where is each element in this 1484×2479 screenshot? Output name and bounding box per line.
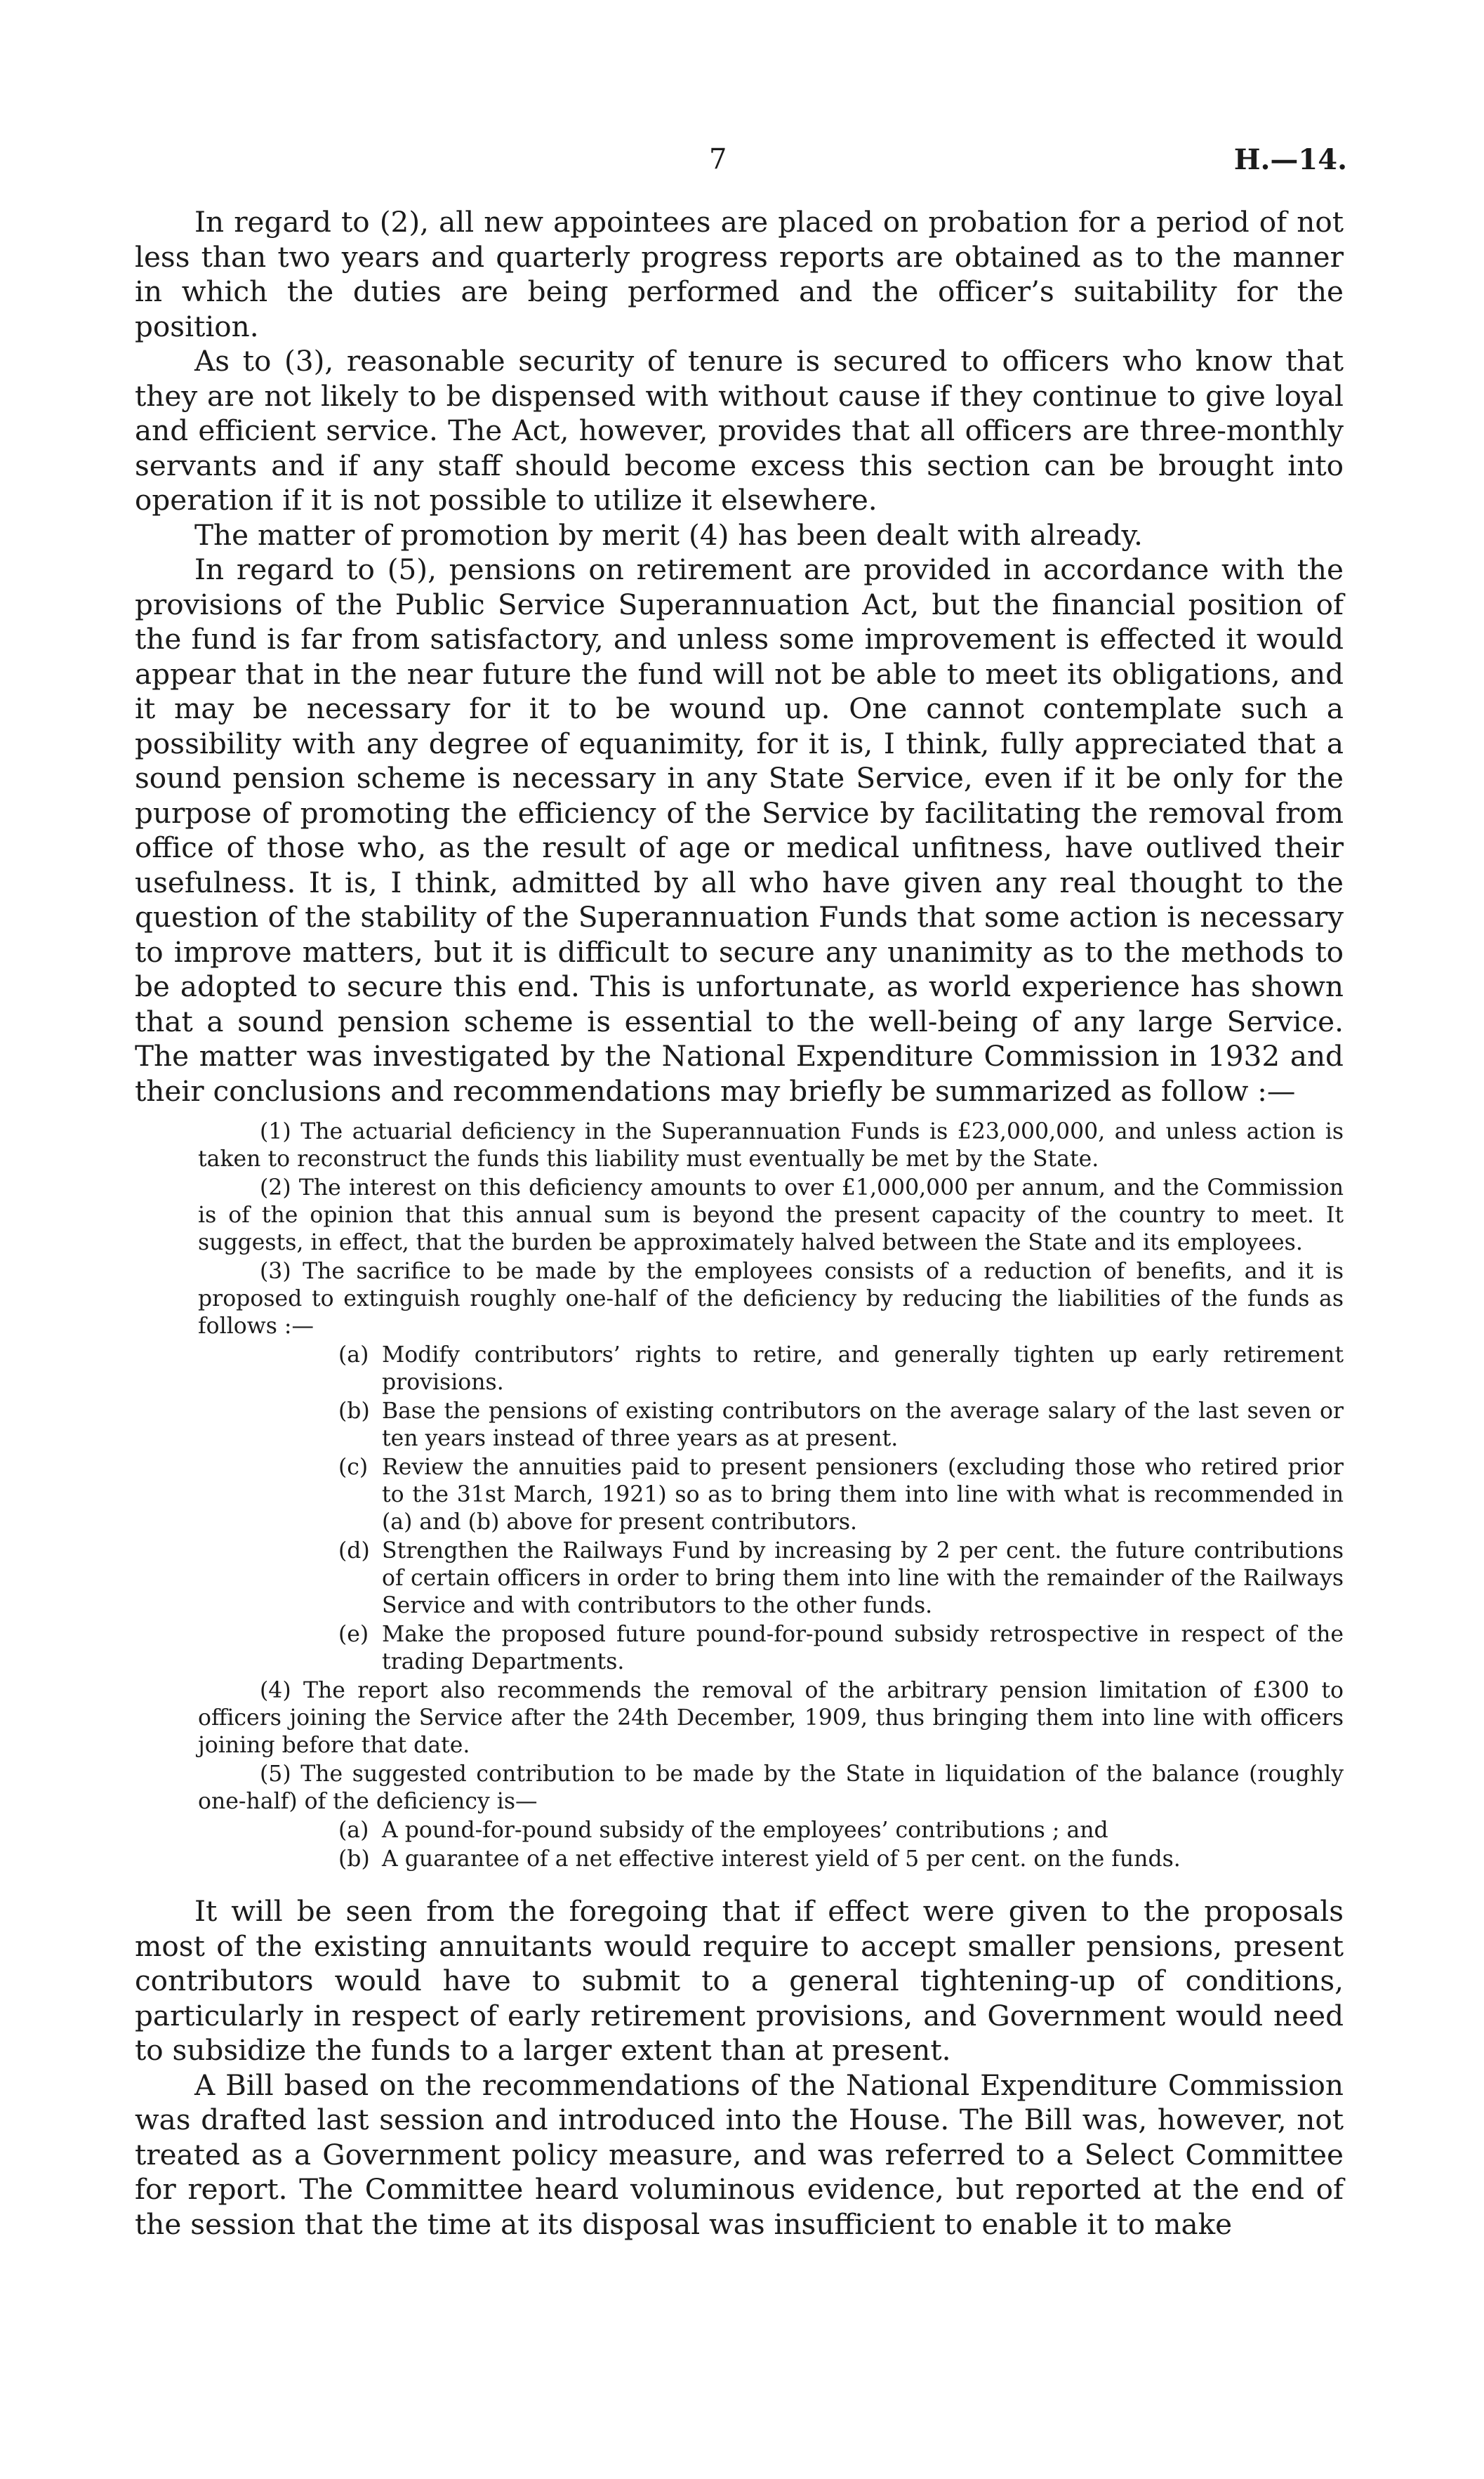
- paragraph-probation: In regard to (2), all new appointees are placed on probation for a period of not less than two years and quarterly progress reports are obtained as to the manner in which the duties are being performed and the officer’s suitability for the position.: [135, 205, 1344, 343]
- paragraph-pensions: In regard to (5), pensions on retirement are provided in accordance with the provisions of the Public Service Superannuation Act, but the financial position of the fund is far from satisfactory, and unless some improvement is effected it would appear that in the near future the fund will not be able to meet its obligations, and it may be necessary for it to be wound up. One cannot contemplate such a possibility with any degree of equanimity, for it is, I think, fully appreciated that a sound pension scheme is necessary in any State Service, even if it be only for the purpose of promoting the efficiency of the Service by facilitating the removal from office of those who, as the result of age or medical unfitness, have outlived their usefulness. It is, I think, admitted by all who have given any real thought to the question of the stability of the Superannuation Funds that some action is necessary to improve matters, but it is difficult to secure any unanimity as to the methods to be adopted to secure this end. This is unfortunate, as world experience has shown that a sound pension scheme is essential to the well-being of any large Service. The matter was investigated by the National Expenditure Commission in 1932 and their conclusions and recommendations may briefly be summarized as follow :—: [135, 553, 1344, 1108]
- sub-item-5a: [338, 1817, 1344, 1844]
- page-header: [0, 143, 1484, 183]
- sub-item-text: Base the pensions of existing contributors on the average salary of the last seven or ten years instead of three years as at present.: [382, 1399, 1344, 1451]
- sub-item-text: Review the annuities paid to present pensioners (excluding those who retired prior to the 31st March, 1921) so as to bring them into line with what is recommended in (a) and (b) above for present contributors.: [382, 1455, 1344, 1535]
- summary-item-3-sublist: [198, 1342, 1344, 1676]
- document-series-code: H.—14.: [1233, 143, 1347, 176]
- sub-item-text: Make the proposed future pound-for-pound subsidy retrospective in respect of the trading Departments.: [382, 1622, 1344, 1674]
- paragraph-foregoing: It will be seen from the foregoing that if effect were given to the proposals most of the existing annuitants would require to accept smaller pensions, present contributors would have to submit to a general tightening-up of conditions, particularly in respect of early retirement provisions, and Government would need to subsidize the funds to a larger extent than at present.: [135, 1894, 1344, 2067]
- sub-item-5b: [338, 1846, 1344, 1873]
- sub-item-text: A pound-for-pound subsidy of the employees’ contributions ; and: [382, 1818, 1108, 1843]
- commission-summary: [135, 1118, 1344, 1873]
- summary-item-2: (2) The interest on this deficiency amounts to over £1,000,000 per annum, and the Commission is of the opinion that this annual sum is beyond the present capacity of the country to meet. It suggests, in effect, that the burden be approximately halved between the State and its employees.: [198, 1175, 1344, 1255]
- sub-item-3b: [338, 1398, 1344, 1453]
- sub-item-label: (a): [338, 1342, 369, 1368]
- sub-item-label: (d): [338, 1538, 370, 1564]
- sub-item-label: (c): [338, 1455, 369, 1480]
- sub-item-label: (a): [338, 1818, 369, 1843]
- sub-item-3d: [338, 1538, 1344, 1620]
- sub-item-3c: [338, 1454, 1344, 1536]
- summary-item-3: (3) The sacrifice to be made by the employees consists of a reduction of benefits, and it is proposed to extinguish roughly one-half of the deficiency by reducing the liabilities of the funds as follows :—: [198, 1259, 1344, 1339]
- paragraph-tenure: As to (3), reasonable security of tenure is secured to officers who know that they are not likely to be dispensed with without cause if they continue to give loyal and efficient service. The Act, however, provides that all officers are three-monthly servants and if any staff should become excess this section can be brought into operation if it is not possible to utilize it elsewhere.: [135, 344, 1344, 517]
- summary-item-5: (5) The suggested contribution to be made by the State in liquidation of the balance (roughly one-half) of the deficiency is—: [198, 1761, 1344, 1814]
- sub-item-text: A guarantee of a net effective interest yield of 5 per cent. on the funds.: [382, 1846, 1181, 1872]
- summary-item-1: (1) The actuarial deficiency in the Superannuation Funds is £23,000,000, and unless action is taken to reconstruct the funds this liability must eventually be met by the State.: [198, 1119, 1344, 1172]
- sub-item-label: (b): [338, 1399, 370, 1424]
- paragraph-promotion: The matter of promotion by merit (4) has been dealt with already.: [194, 517, 1143, 552]
- body-text: [135, 205, 1344, 2242]
- sub-item-text: Strengthen the Railways Fund by increasing by 2 per cent. the future contributions of certain officers in order to bring them into line with the remainder of the Railways Service and with contributors to the other funds.: [382, 1538, 1344, 1618]
- paragraph-bill: A Bill based on the recommendations of the National Expenditure Commission was drafted last session and introduced into the House. The Bill was, however, not treated as a Government policy measure, and was referred to a Select Committee for report. The Committee heard voluminous evidence, but reported at the end of the session that the time at its disposal was insufficient to enable it to make: [135, 2068, 1344, 2241]
- page-number: 7: [709, 143, 727, 176]
- sub-item-3a: [338, 1342, 1344, 1396]
- summary-item-5-sublist: [198, 1817, 1344, 1873]
- sub-item-text: Modify contributors’ rights to retire, and generally tighten up early retirement provisions.: [382, 1342, 1344, 1395]
- sub-item-3e: [338, 1621, 1344, 1676]
- sub-item-label: (e): [338, 1622, 369, 1647]
- sub-item-label: (b): [338, 1846, 370, 1872]
- summary-item-4: (4) The report also recommends the removal of the arbitrary pension limitation of £300 to officers joining the Service after the 24th December, 1909, thus bringing them into line with officers joining before that date.: [198, 1678, 1344, 1758]
